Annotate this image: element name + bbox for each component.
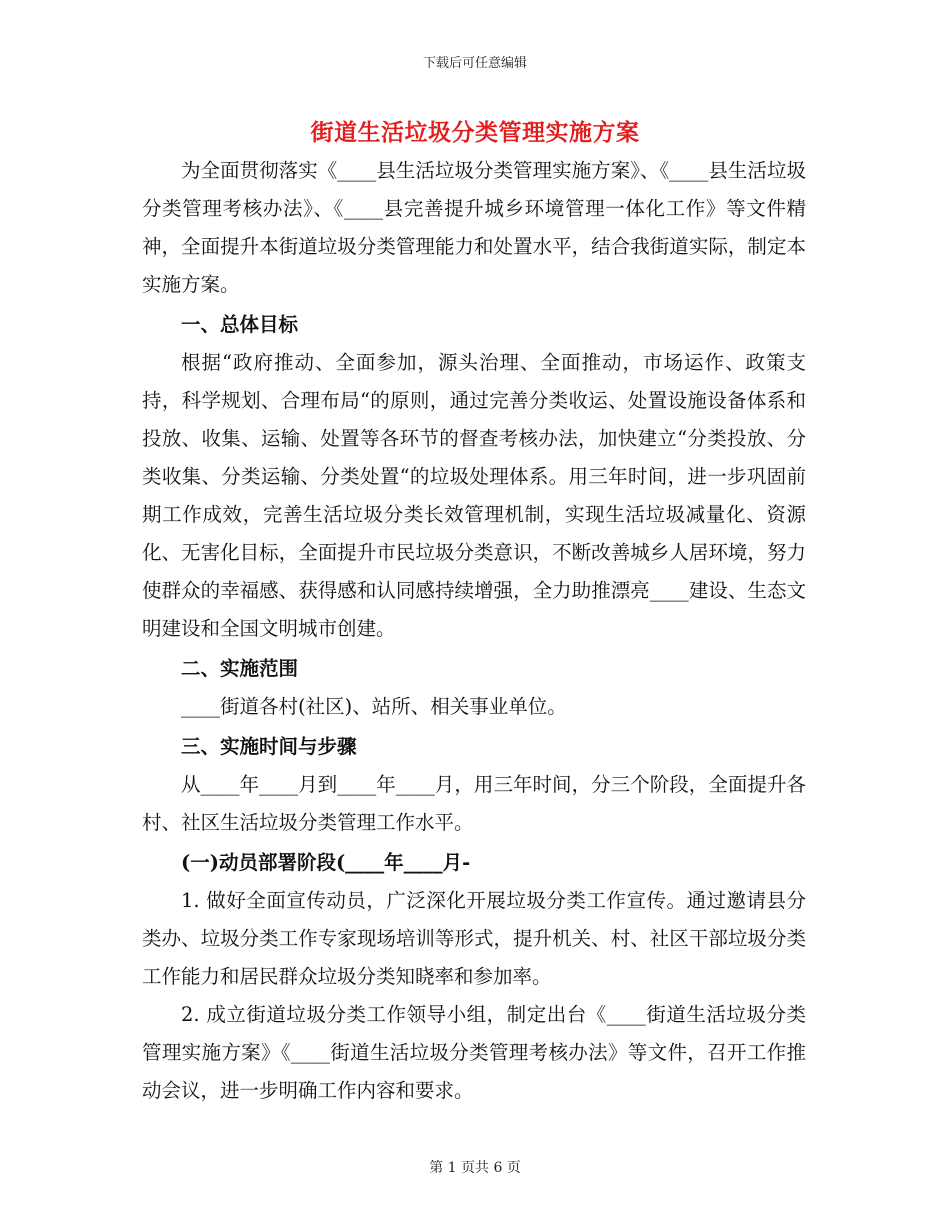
subsection-heading-1: (一)动员部署阶段(____年____月-	[181, 851, 471, 874]
list-item-1: 1. 做好全面宣传动员，广泛深化开展垃圾分类工作宣传。通过邀请县分类办、垃圾分类工作专家现场培训等形式，提升机关、村、社区干部垃圾分类工作能力和居民群众垃圾分类知晓率和参加率。	[142, 889, 806, 988]
section-heading-3: 三、实施时间与步骤	[181, 735, 357, 758]
page-footer: 第 1 页共 6 页	[429, 1160, 521, 1176]
paragraph-scope: ____街道各村(社区)、站所、相关事业单位。	[181, 695, 567, 718]
paragraph-intro: 为全面贯彻落实《____县生活垃圾分类管理实施方案》、《____县生活垃圾分类管理考核办法》、《____县完善提升城乡环境管理一体化工作》等文件精神，全面提升本街道垃圾分类管理能力和处置水平，结合我街道实际，制定本实施方案。	[142, 159, 806, 296]
page-header: 下载后可任意编辑	[422, 56, 527, 71]
list-item-2: 2. 成立街道垃圾分类工作领导小组，制定出台《____街道生活垃圾分类管理实施方案》《____街道生活垃圾分类管理考核办法》等文件，召开工作推动会议，进一步明确工作内容和要求。	[142, 1003, 806, 1102]
document-title: 街道生活垃圾分类管理实施方案	[310, 119, 640, 146]
paragraph-goal: 根据“政府推动、全面参加，源头治理、全面推动，市场运作、政策支持，科学规划、合理布局“的原则，通过完善分类收运、处置设施设备体系和投放、收集、运输、处置等各环节的督查考核办法，加快建立“分类投放、分类收集、分类运输、分类处置“的垃圾处理体系。用三年时间，进一步巩固前期工作成效，完善生活垃圾分类长效管理机制，实现生活垃圾减量化、资源化、无害化目标，全面提升市民垃圾分类意识，不断改善城乡人居环境，努力使群众的幸福感、获得感和认同感持续增强，全力助推漂亮____建设、生态文明建设和全国文明城市创建。	[142, 351, 806, 640]
document-body	[142, 152, 806, 1110]
section-heading-2: 二、实施范围	[181, 657, 299, 680]
paragraph-time: 从____年____月到____年____月，用三年时间，分三个阶段，全面提升各村、社区生活垃圾分类管理工作水平。	[142, 773, 806, 834]
section-heading-1: 一、总体目标	[181, 313, 299, 336]
